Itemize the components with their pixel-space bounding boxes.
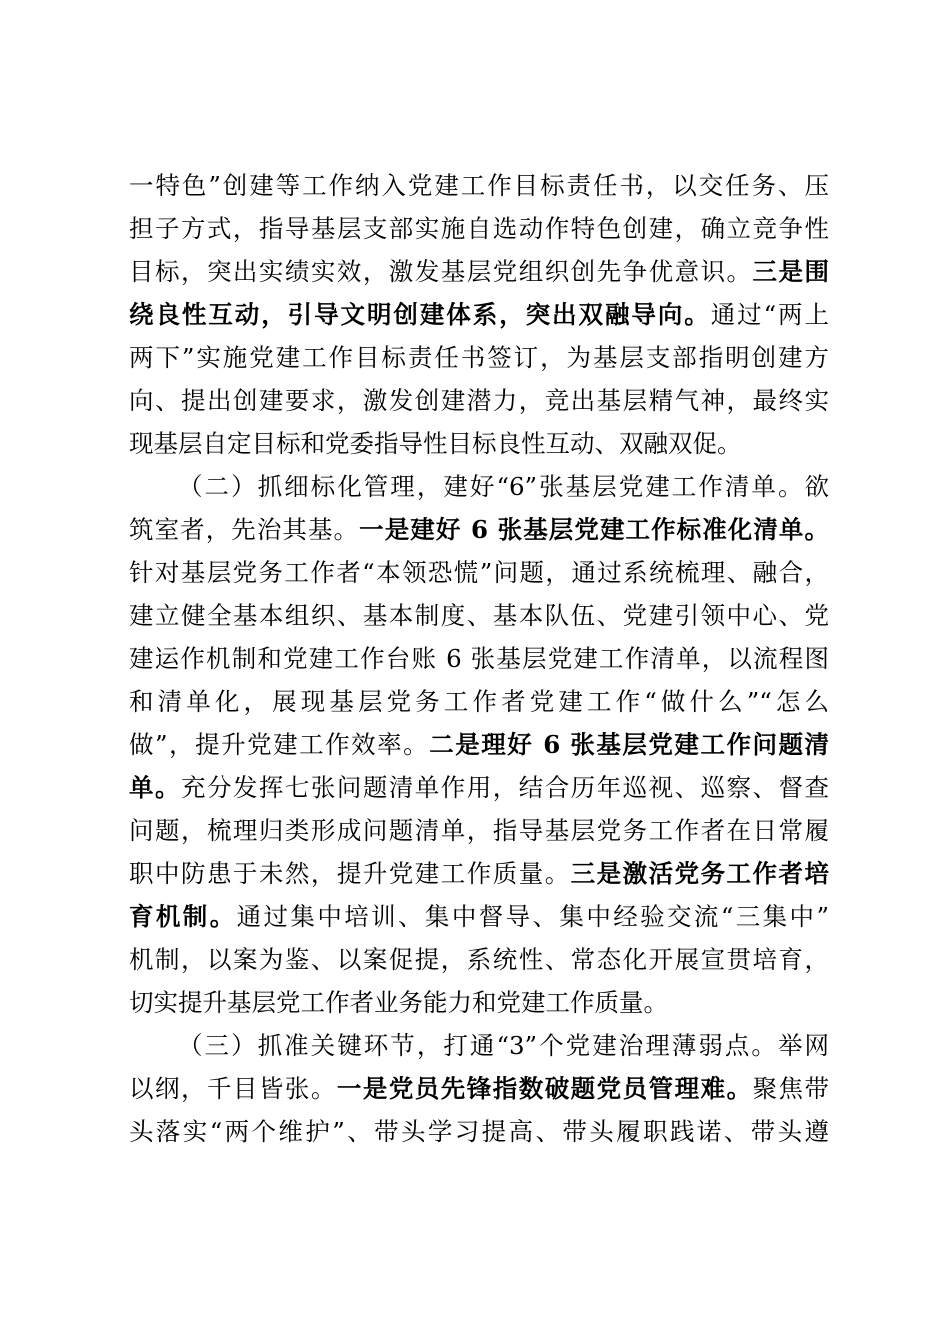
text-line: 单。充分发挥七张问题清单作用，结合历年巡视、巡察、督查 — [129, 773, 829, 802]
text-line: 目标，突出实绩实效，激发基层党组织创先争优意识。三是围 — [129, 257, 829, 286]
text-line: 育机制。通过集中培训、集中督导、集中经验交流“三集中” — [129, 902, 829, 931]
text-line: 现基层自定目标和党委指导性目标良性互动、双融双促。 — [129, 429, 742, 458]
text-line: 问题，梳理归类形成问题清单，指导基层党务工作者在日常履 — [129, 816, 829, 845]
text-line: 向、提出创建要求，激发创建潜力，竞出基层精气神，最终实 — [129, 386, 829, 415]
text-line: 做”，提升党建工作效率。二是理好 6 张基层党建工作问题清 — [129, 730, 829, 759]
text-line: 担子方式，指导基层支部实施自选动作特色创建，确立竞争性 — [129, 214, 829, 243]
text-line: 针对基层党务工作者“本领恐慌”问题，通过系统梳理、融合， — [129, 558, 829, 587]
section-heading-line: （二）抓细标化管理，建好“6”张基层党建工作清单。欲 — [178, 472, 829, 501]
text-line: 职中防患于未然，提升党建工作质量。三是激活党务工作者培 — [129, 859, 829, 888]
text-line: 建立健全基本组织、基本制度、基本队伍、党建引领中心、党 — [129, 601, 829, 630]
text-line: 绕良性互动，引导文明创建体系，突出双融导向。通过“两上 — [129, 300, 829, 329]
text-line: 头落实“两个维护”、带头学习提高、带头履职践诺、带头遵 — [129, 1117, 829, 1146]
text-line: 和清单化，展现基层党务工作者党建工作“做什么”“怎么 — [129, 687, 829, 716]
text-line: 以纲，千目皆张。一是党员先锋指数破题党员管理难。聚焦带 — [129, 1074, 829, 1103]
text-line: 机制，以案为鉴、以案促提，系统性、常态化开展宣贯培育， — [129, 945, 829, 974]
text-line: 切实提升基层党工作者业务能力和党建工作质量。 — [129, 988, 668, 1017]
text-line: 两下”实施党建工作目标责任书签订，为基层支部指明创建方 — [129, 343, 829, 372]
text-line: 筑室者，先治其基。一是建好 6 张基层党建工作标准化清单。 — [129, 515, 829, 544]
text-line: 建运作机制和党建工作台账 6 张基层党建工作清单，以流程图 — [129, 644, 829, 673]
section-heading-line: （三）抓准关键环节，打通“3”个党建治理薄弱点。举网 — [178, 1031, 829, 1060]
text-line: 一特色”创建等工作纳入党建工作目标责任书，以交任务、压 — [129, 171, 829, 200]
